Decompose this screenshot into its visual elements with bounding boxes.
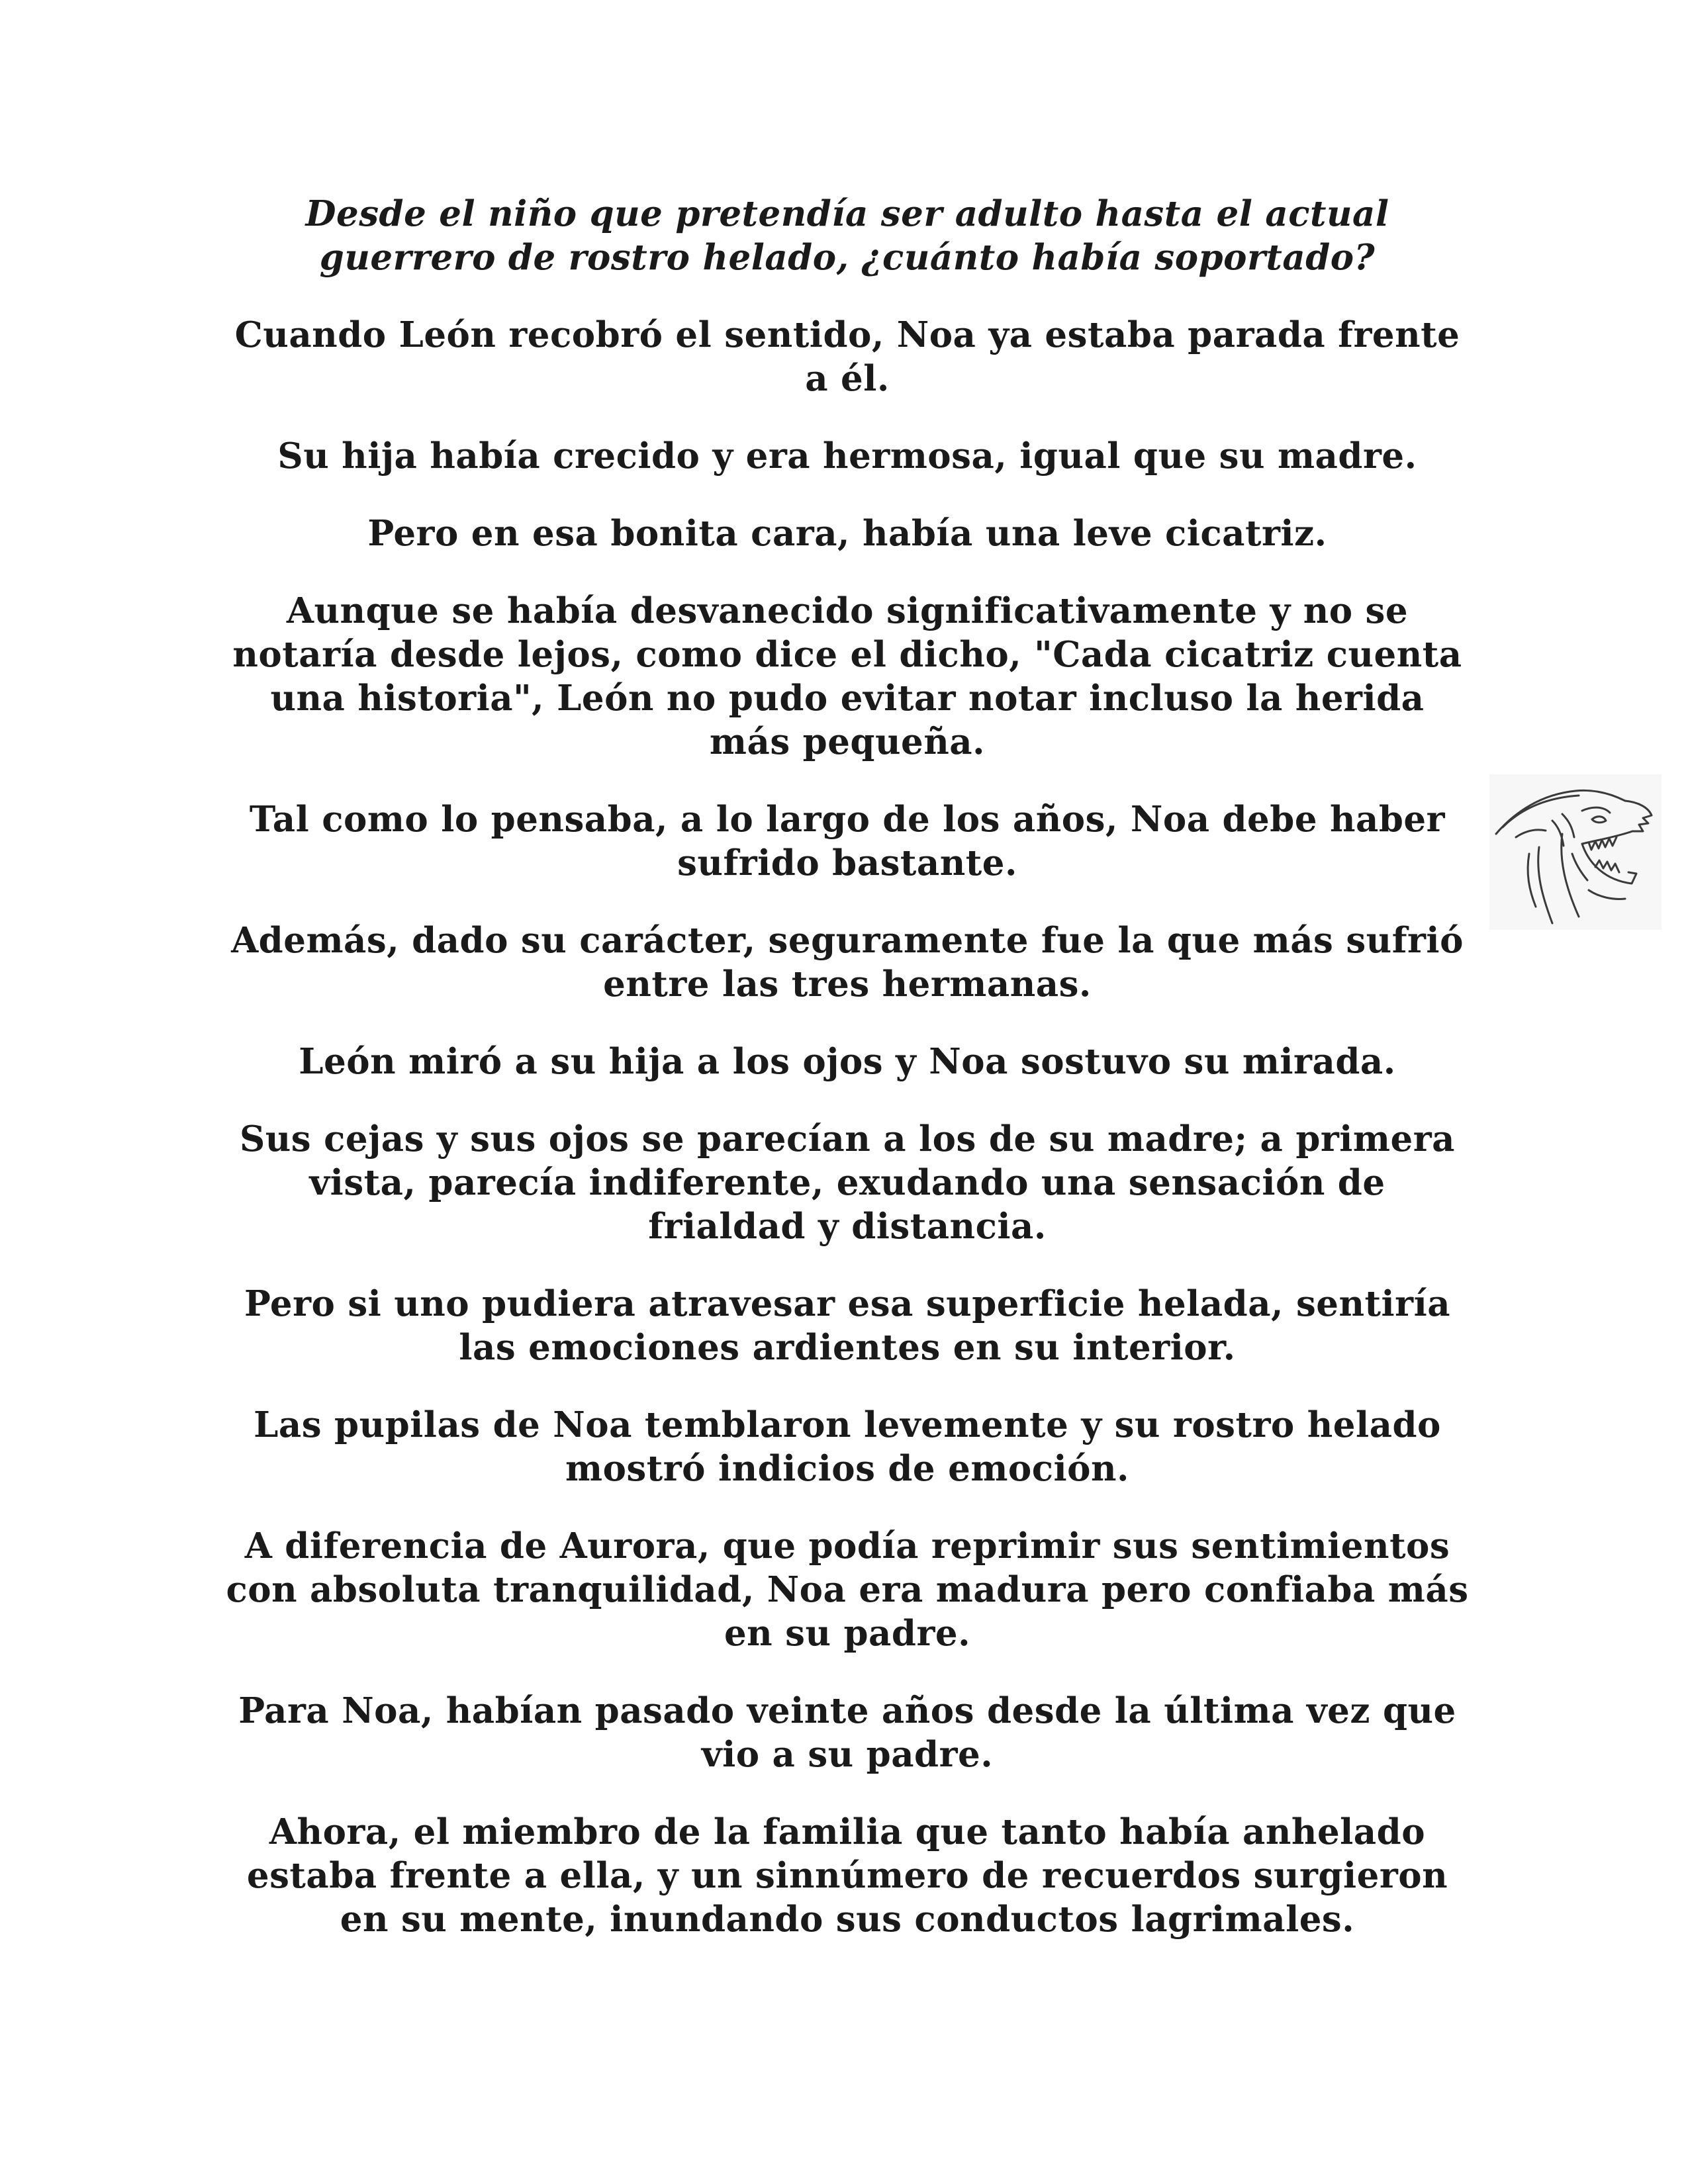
paragraph-7: Además, dado su carácter, seguramente fue la que más sufrió entre las tres hermanas. [231, 920, 1464, 1005]
paragraph-4: Pero en esa bonita cara, había una leve cicatriz. [367, 513, 1327, 554]
story-text [225, 192, 1470, 1975]
paragraph-13: Para Noa, habían pasado veinte años desde la última vez que vio a su padre. [238, 1690, 1456, 1775]
paragraph-2: Cuando León recobró el sentido, Noa ya estaba parada frente a él. [234, 314, 1460, 399]
dinosaur-head-sketch-icon [1489, 774, 1662, 930]
paragraph-6: Tal como lo pensaba, a lo largo de los años, Noa debe haber sufrido bastante. [249, 799, 1446, 884]
paragraph-1: Desde el niño que pretendía ser adulto hasta el actual guerrero de rostro helado, ¿cuánto había soportado? [305, 193, 1389, 278]
paragraph-8: León miró a su hija a los ojos y Noa sostuvo su mirada. [299, 1041, 1396, 1082]
paragraph-10: Pero si uno pudiera atravesar esa superficie helada, sentiría las emociones ardientes en su interior. [244, 1283, 1451, 1368]
paragraph-14: Ahora, el miembro de la familia que tanto había anhelado estaba frente a ella, y un sinnúmero de recuerdos surgieron en su mente, inundando sus conductos lagrimales. [246, 1811, 1448, 1940]
paragraph-9: Sus cejas y sus ojos se parecían a los de su madre; a primera vista, parecía indiferente, exudando una sensación de frialdad y distancia. [240, 1118, 1455, 1247]
paragraph-3: Su hija había crecido y era hermosa, igual que su madre. [277, 435, 1417, 477]
paragraph-12: A diferencia de Aurora, que podía reprimir sus sentimientos con absoluta tranquilidad, Noa era madura pero confiaba más en su padre. [226, 1525, 1469, 1654]
paragraph-5: Aunque se había desvanecido significativamente y no se notaría desde lejos, como dice el dicho, "Cada cicatriz cuenta una historia", León no pudo evitar notar incluso la herida más pequeña. [232, 590, 1462, 762]
paragraph-11: Las pupilas de Noa temblaron levemente y su rostro helado mostró indicios de emoción. [254, 1404, 1441, 1489]
